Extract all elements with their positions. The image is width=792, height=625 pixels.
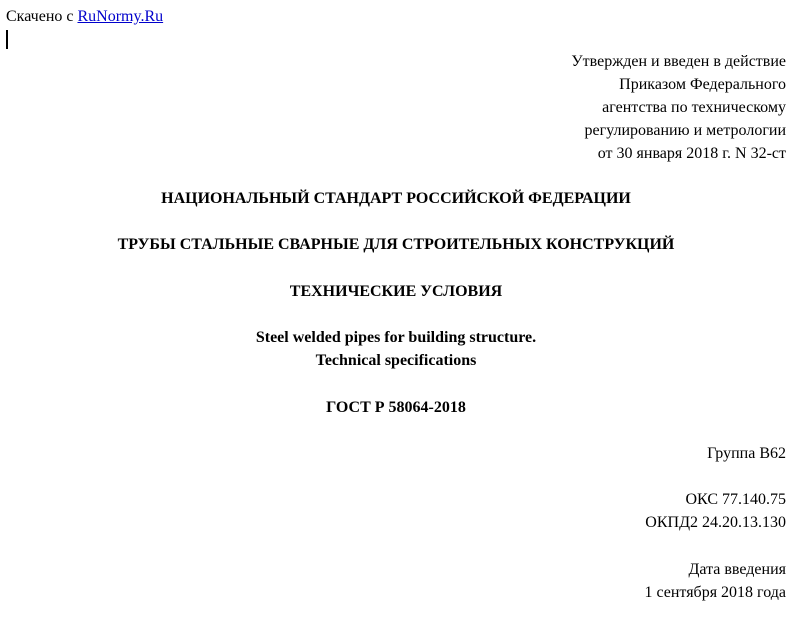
english-title-line: Steel welded pipes for building structure.	[255, 329, 537, 346]
introduction-date-block	[644, 558, 786, 604]
approval-line: от 30 января 2018 г. N 32-ст	[597, 145, 786, 162]
group-code: Группа В62	[707, 445, 786, 462]
source-prefix: Скачено с	[6, 8, 78, 25]
approval-block	[571, 50, 786, 165]
english-title	[0, 326, 792, 372]
standard-type-heading: НАЦИОНАЛЬНЫЙ СТАНДАРТ РОССИЙСКОЙ ФЕДЕРАЦИИ	[161, 190, 631, 207]
source-line	[6, 5, 163, 28]
introduction-label: Дата введения	[688, 561, 786, 578]
approval-line: Приказом Федерального	[619, 76, 786, 93]
standard-designation: ГОСТ Р 58064-2018	[326, 399, 466, 416]
approval-line: Утвержден и введен в действие	[571, 53, 786, 70]
english-title-line: Technical specifications	[315, 352, 477, 369]
approval-line: агентства по техническому	[602, 99, 786, 116]
okpd2-code: ОКПД2 24.20.13.130	[645, 514, 786, 531]
oks-code: ОКС 77.140.75	[685, 491, 786, 508]
text-cursor	[6, 30, 8, 49]
classification-codes	[645, 488, 786, 534]
spec-heading: ТЕХНИЧЕСКИЕ УСЛОВИЯ	[289, 283, 503, 300]
source-link[interactable]: RuNormy.Ru	[77, 8, 164, 25]
standard-subject-heading: ТРУБЫ СТАЛЬНЫЕ СВАРНЫЕ ДЛЯ СТРОИТЕЛЬНЫХ КОНСТРУКЦИЙ	[117, 236, 675, 253]
approval-line: регулированию и метрологии	[584, 122, 786, 139]
introduction-date: 1 сентября 2018 года	[644, 584, 786, 601]
